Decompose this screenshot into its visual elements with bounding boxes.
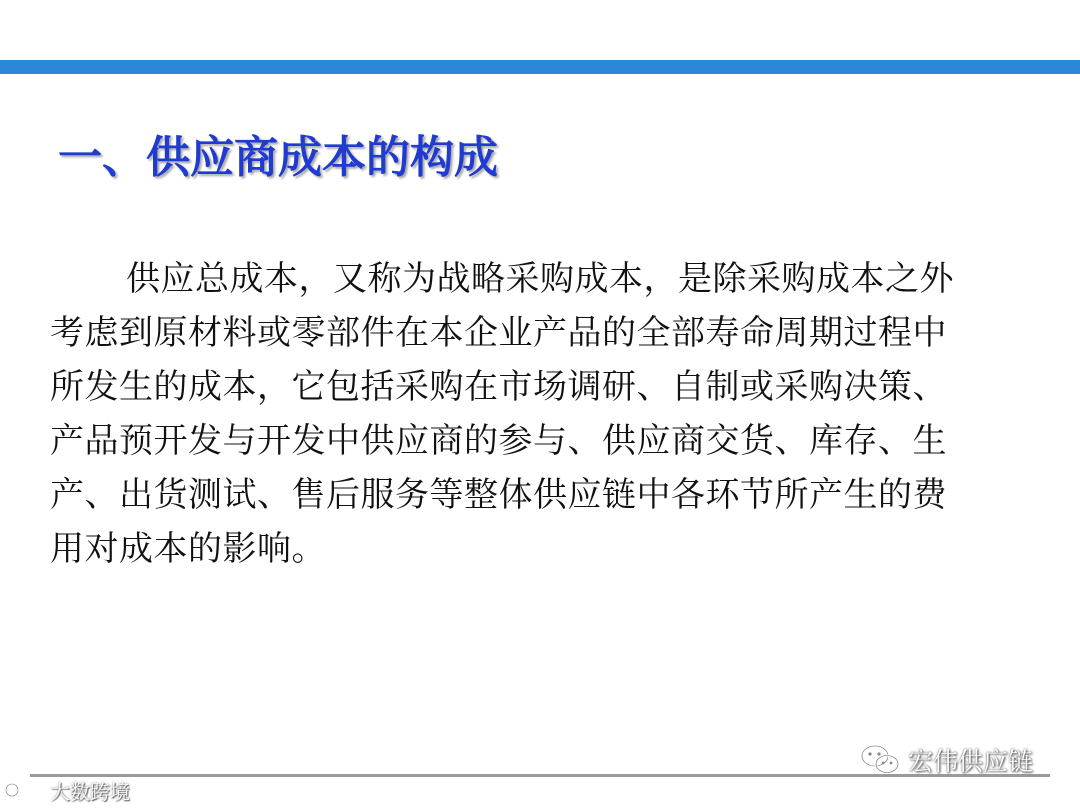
slide-title: 一、供应商成本的构成 [58,132,498,183]
top-accent-bar [0,60,1080,74]
watermark-right [860,740,1033,780]
watermark-left-text: 大数跨境 [50,779,130,804]
mouse-logo-icon [4,778,44,802]
slide-paragraph: 供应总成本，又称为战略采购成本，是除采购成本之外考虑到原材料或零部件在本企业产品的全部寿命周期过程中所发生的成本，它包括采购在市场调研、自制或采购决策、产品预开发与开发中供应商的参与、供应商交货、库存、生产、出货测试、售后服务等整体供应链中各环节所产生的费用对成本的影响。 [50,259,954,569]
wechat-icon [860,743,900,777]
watermark-left [4,776,130,804]
watermark-right-text: 宏伟供应链 [908,747,1034,776]
